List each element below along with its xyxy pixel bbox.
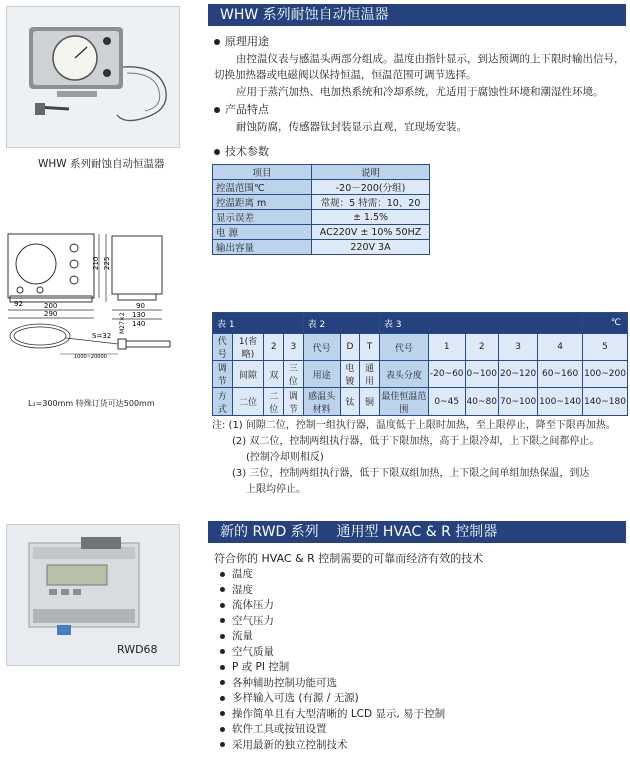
cell: 2: [264, 334, 284, 361]
bullet-icon: [220, 665, 225, 670]
cell: 二位: [264, 388, 284, 416]
cell: 表头分度: [379, 361, 428, 388]
principle-title: [214, 34, 269, 50]
cell: 二位: [232, 388, 264, 416]
list-item: 操作简单且有大型清晰的 LCD 显示, 易于控制: [220, 707, 445, 723]
dim-label: 200: [44, 302, 58, 310]
cell: 双: [264, 361, 284, 388]
bullet-icon: [220, 680, 225, 685]
cell: 钛: [340, 388, 360, 416]
tech-label: 输出容量: [213, 240, 312, 255]
cell: 40~80: [465, 388, 498, 416]
cell: 调节: [213, 361, 233, 388]
bullet-icon: [214, 39, 220, 45]
rwd-feature-list: [220, 567, 445, 753]
rwd-section-header: [208, 521, 626, 543]
cell: 通用: [360, 361, 380, 388]
cell: 60~160: [538, 361, 583, 388]
tech-head-desc: 说明: [312, 165, 430, 180]
rwd-photo-label: RWD68: [117, 643, 158, 656]
drawing-note: L₁=300mm 特殊订货可达500mm: [28, 399, 155, 408]
note-line: 上限均停止。: [246, 484, 306, 495]
bullet-icon: [220, 696, 225, 701]
cell: 代号: [213, 334, 233, 361]
cell: D: [340, 334, 360, 361]
cell: 用途: [303, 361, 340, 388]
table-header-1: 表 1: [213, 313, 304, 334]
tech-value: -20－200(分组): [312, 180, 430, 195]
list-item: 温度: [220, 567, 445, 583]
bullet-icon: [220, 727, 225, 732]
bullet-icon: [214, 149, 220, 155]
tech-value: 220V 3A: [312, 240, 430, 255]
cell: 最佳恒温范围: [379, 388, 428, 416]
tech-params-table: [212, 164, 430, 255]
thermostat-illustration: [7, 7, 179, 147]
tech-value: AC220V ± 10% 50HZ: [312, 225, 430, 240]
cell: 100~140: [538, 388, 583, 416]
note-line: (3) 三位，控制两组执行器，低于下限双组加热，上下限之间单组加热保温，到达: [232, 468, 590, 479]
dim-label: 210: [92, 256, 100, 270]
tech-value: 常规：5 特需：10、20: [312, 195, 430, 210]
whw-section-header: [208, 4, 626, 26]
cell: 方式: [213, 388, 233, 416]
cell: 3: [499, 334, 538, 361]
cell: 三位: [284, 361, 304, 388]
table-unit: ℃: [583, 313, 628, 334]
table-header-2: 表 2: [303, 313, 379, 334]
dim-label: 290: [44, 310, 58, 318]
list-item: 采用最新的独立控制技术: [220, 738, 445, 754]
note-line: (2) 双二位，控制两组执行器，低于下限加热，高于上限冷却，上下限之间都停止。: [232, 436, 600, 447]
bullet-icon: [220, 572, 225, 577]
bullet-icon: [220, 711, 225, 716]
cell: 代号: [303, 334, 340, 361]
rwd-intro: 符合你的 HVAC & R 控制需要的可靠而经济有效的技术: [214, 552, 484, 565]
cell: 1: [428, 334, 465, 361]
cell: 间隙: [232, 361, 264, 388]
dim-label: 90: [136, 302, 145, 310]
principle-paragraph-2: 应用于蒸汽加热、电加热系统和冷却系统，尤适用于腐蚀性环境和潮湿性环境。: [236, 86, 604, 98]
list-item: 空气压力: [220, 614, 445, 630]
tech-value: ± 1.5%: [312, 210, 430, 225]
bullet-icon: [220, 649, 225, 654]
list-item: 流量: [220, 629, 445, 645]
cell: 铜: [360, 388, 380, 416]
dim-label: 225: [103, 256, 111, 270]
principle-title-text: 原理用途: [225, 35, 269, 48]
list-item: 湿度: [220, 583, 445, 599]
tech-label: 显示误差: [213, 210, 312, 225]
tech-label: 电 源: [213, 225, 312, 240]
cell: 2: [465, 334, 498, 361]
dim-label: 140: [132, 320, 146, 328]
features-title-text: 产品特点: [225, 103, 269, 116]
cell: 70~100: [499, 388, 538, 416]
cell: -20~60: [428, 361, 465, 388]
bullet-icon: [220, 618, 225, 623]
cell: 5: [583, 334, 628, 361]
cell: 100~200: [583, 361, 628, 388]
rwd-product-photo: [6, 524, 180, 666]
cell: 20~120: [499, 361, 538, 388]
dim-label: 1000~20000: [74, 354, 107, 360]
cell: 电镀: [340, 361, 360, 388]
dimension-drawing: [0, 226, 175, 386]
whw-product-photo: [6, 6, 180, 148]
cell: T: [360, 334, 380, 361]
list-item: 各种辅助控制功能可选: [220, 676, 445, 692]
cell: 4: [538, 334, 583, 361]
tech-label: 控温范围℃: [213, 180, 312, 195]
tech-head-item: 项目: [213, 165, 312, 180]
cell: 调节: [284, 388, 304, 416]
tech-label: 控温距离 m: [213, 195, 312, 210]
cell: 140~180: [583, 388, 628, 416]
bullet-icon: [220, 587, 225, 592]
bullet-icon: [220, 634, 225, 639]
dim-label: S=32: [92, 332, 112, 340]
cell: 0~45: [428, 388, 465, 416]
note-line: (控制冷却则相反): [246, 452, 324, 463]
cell: 0~100: [465, 361, 498, 388]
dim-label: 92: [14, 300, 23, 308]
model-code-table: [212, 312, 628, 416]
tech-params-title-text: 技术参数: [225, 145, 269, 158]
bullet-icon: [220, 742, 225, 747]
tech-params-title: [214, 144, 269, 160]
dim-label: M27×2: [119, 312, 126, 334]
cell: 1(省略): [232, 334, 264, 361]
list-item: 多样输入可选 (有源 / 无源): [220, 691, 445, 707]
list-item: P 或 PI 控制: [220, 660, 445, 676]
features-title: [214, 102, 269, 118]
principle-paragraph-1: 由控温仪表与感温头两部分组成。温度由指针显示，到达预调的上下限时输出信号，切换加热器或电磁阀以保持恒温，恒温范围可调节选择。: [214, 53, 625, 81]
list-item: 软件工具或按钮设置: [220, 722, 445, 738]
list-item: 流体压力: [220, 598, 445, 614]
list-item: 空气质量: [220, 645, 445, 661]
rwd-header-text: 新的 RWD 系列 通用型 HVAC & R 控制器: [220, 524, 498, 540]
cell: 代号: [379, 334, 428, 361]
cell: 3: [284, 334, 304, 361]
whw-header-text: WHW 系列耐蚀自动恒温器: [220, 7, 389, 23]
dim-label: 130: [132, 311, 146, 319]
whw-photo-caption: WHW 系列耐蚀自动恒温器: [38, 158, 165, 170]
notes-block: [212, 418, 628, 498]
cell: 感温头材料: [303, 388, 340, 416]
table-header-3: 表 3: [379, 313, 582, 334]
bullet-icon: [214, 107, 220, 113]
features-paragraph: 耐蚀防腐，传感器钛封装显示直观，宜现场安装。: [236, 121, 467, 133]
note-line: 注: (1) 间隙二位，控制一组执行器，温度低于上限时加热，至上限停止，降至下限再加热。: [212, 420, 616, 431]
bullet-icon: [220, 603, 225, 608]
